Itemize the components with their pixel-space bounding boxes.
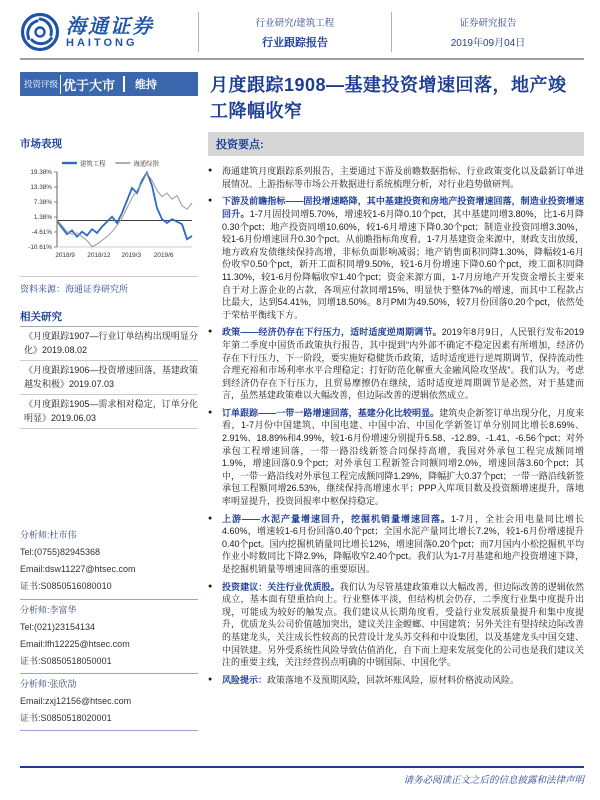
analysts-section — [20, 525, 198, 731]
analyst-cert: 证书:S0850518050001 — [20, 655, 112, 666]
analyst-tel: Tel:(0755)82945368 — [20, 547, 101, 558]
report-label: 证券研究报告 — [459, 18, 517, 29]
report-date: 2019年09月04日 — [450, 38, 526, 49]
analyst-cert: 证书:S0850518020001 — [20, 713, 112, 724]
analyst-block — [20, 674, 198, 731]
related-research-item[interactable]: 《月度跟踪1907—行业订单结构出现明显分化》2019.08.02 — [20, 327, 198, 361]
related-research-item[interactable]: 《月度跟踪1905—需求相对稳定，订单分化明显》2019.06.03 — [20, 395, 198, 429]
bullet-text: 2019年8月9日，人民银行发布2019年第二季度中国货币政策执行报告，其中提到“内外部不确定不稳定因素有所增加，经济仍存在下行压力，下一阶段，要实施好稳健货币政策，适时适度进行逆周期调节，保持流动性合理充裕和市场利率水平合理稳定；打好防范化解重大金融风险攻坚战”。我们认为，考虑到经济仍存在下行压力，且贸易摩擦仍在继续，适时适度逆周期调节是必然，对于基建而言，虽然基建政策难以大幅改善，但边际改善的逻辑依然成立。 — [222, 327, 584, 401]
svg-text:海通综指: 海通综指 — [133, 160, 159, 168]
svg-text:2018/9: 2018/9 — [55, 252, 75, 260]
market-performance-title: 市场表现 — [20, 138, 62, 151]
bullet-text: 我们认为尽管基建政策难以大幅改善，但边际改善的逻辑依然成立，基本面有望重拾向上。行业整体平淡，但结构机会仍存，二季度行业集中度提升出现，可能成为较好的触发点。我们建议从长期角度看，受益行业发展质量提升和集中度提升，优质龙头公司价值越加突出，建议关注金螳螂、中国建筑；另外关注有望持续边际改善的基建龙头，关注成长性较高的民营设计龙头苏交科和中设集团，以及基建龙头中国交建、中国铁建。另外受系统性风险导致估值消化，自下而上迎来发展变化的公司也是我们建议关注的重要主线，关注经营拐点明确的中钢国际、中国化学。 — [222, 581, 584, 668]
bullet-text: 1-7月，全社会用电量同比增长4.60%，增速较1-6月份回落0.40个pct；全国水泥产量同比增长7.2%，较1-6月份增速提升0.40个pct。国内挖掘机销量同比增长12%，增速回落0.20个pct；而7月国内小松挖掘机平均作业小时数同比下降2.9%，降幅收窄2.40个pct。我们认为1-7月基建和地产投资增速下降，是挖掘机销量等增速回落的重要原因。 — [222, 513, 584, 574]
bullet-lead: 上游——水泥产量增速回升，挖掘机销量增速回落。 — [222, 513, 451, 524]
analyst-tel: Tel:(021)23154134 — [20, 621, 96, 632]
industry-category: 行业研究/建筑工程 — [255, 17, 335, 29]
related-research-item[interactable]: 《月度跟踪1906—投资增速回落，基建政策越发积极》2019.07.03 — [20, 361, 198, 395]
svg-text:2019/3: 2019/3 — [121, 252, 142, 260]
report-header — [20, 12, 584, 60]
analyst-cert: 证书:S0850516080010 — [20, 581, 112, 592]
analyst-name: 分析师:李富华 — [20, 604, 77, 615]
chart-source: 资料来源：海通证券研究所 — [20, 284, 129, 295]
title-row — [20, 72, 584, 124]
bullet-text: 政策落地不及预期风险，回款坏账风险，原材料价格波动风险。 — [267, 674, 520, 685]
brand-name-en: HAITONG — [66, 36, 138, 49]
bullet-lead: 投资建议：关注行业优质股。 — [222, 581, 340, 592]
highlight-bullet — [208, 165, 584, 190]
market-performance-chart — [20, 157, 198, 277]
svg-text:7.38%: 7.38% — [33, 199, 52, 207]
sidebar — [20, 132, 198, 731]
analyst-block — [20, 525, 198, 599]
rating-value: 优于大市 — [60, 75, 121, 94]
svg-text:1.38%: 1.38% — [33, 214, 52, 222]
analyst-email: Email:dsw11227@htsec.com — [20, 564, 136, 575]
brand-name-cn: 海通证券 — [66, 13, 154, 38]
rating-status: 维持 — [123, 76, 157, 92]
header-category-column — [198, 12, 392, 52]
analyst-email: Email:lfh12225@htsec.com — [20, 638, 130, 649]
disclaimer-footer: 请务必阅读正文之后的信息披露和法律声明 — [20, 766, 584, 786]
related-research-title: 相关研究 — [20, 309, 198, 327]
analyst-name: 分析师:张欣劼 — [20, 678, 77, 689]
bullet-text: 1-7月固投同增5.70%，增速较1-6月降0.10个pct，其中基建同增3.80%，比1-6月降0.30个pct；地产投资同增10.60%，较1-6月增速下降0.30个pct；制造业投资同增3.30%，较1-6月份增速回升0.30个pct。从前瞻指标角度看，1-7月基建资金来源中，财政支出放缓，地方政府发债继续保持高增，非标负面影响减弱；地产销售面积同降1.30%，降幅较1-6月份收窄0.50个pct，新开工面积同增9.50%，较1-6月份增速下降0.60个pct，竣工面积同降11.30%，较1-6月份降幅收窄1.40个pct；资金来源方面，1-7月房地产开发资金增长主要来自于对上游企业的占款，各项应付款同增15%，明显快于整体7%的增速，而其中工程款占比最大，达到54.41%，同增18.50%。8月PMI为49.50%，较7月份回落0.20个pct，依然处于荣枯平衡线下方。 — [222, 208, 584, 320]
market-chart-svg — [20, 157, 198, 269]
svg-text:19.38%: 19.38% — [30, 169, 52, 177]
bullet-lead: 风险提示： — [222, 674, 268, 685]
svg-text:-10.61%: -10.61% — [28, 244, 52, 252]
rating-label: 投资评级 — [24, 79, 59, 89]
analyst-name: 分析师:杜市伟 — [20, 530, 77, 541]
highlight-bullet — [208, 326, 584, 402]
highlight-bullet — [208, 581, 584, 669]
bullet-text: 海通建筑月度跟踪系列报告，主要通过下游及前瞻数据指标、行业政策变化以及最新订单进展情况、上游指标等市场公开数据进行系统梳理分析，对行业趋势做研判。 — [222, 166, 584, 189]
brand — [20, 12, 198, 52]
haitong-logo-icon — [20, 12, 60, 52]
brand-text — [66, 15, 154, 49]
highlight-bullet — [208, 513, 584, 576]
svg-text:建筑工程: 建筑工程 — [80, 160, 106, 168]
analyst-email: Email:zxj12156@htsec.com — [20, 696, 132, 707]
main-content — [208, 132, 584, 731]
bullet-lead: 订单跟踪——一带一路增速回落，基建分化比较明显。 — [222, 407, 440, 418]
highlight-bullet — [208, 195, 584, 321]
rating-badge — [20, 72, 198, 96]
svg-text:2019/6: 2019/6 — [153, 252, 174, 260]
bullet-text: 建筑央企新签订单出现分化，月度来看，1-7月份中国建筑、中国电建、中国中冶、中国化学新签订单分别同比增长8.69%、2.91%、18.89%和4.99%，较1-6月份增速分别提升5.58、-12.89、-1.41、-6.56个pct；对外承包工程增速回落，一带一路沿线新签合同保持高增，我国对外承包工程完成额同增1.9%，增速回落0.9个pct；对外承包工程新签合同额同增2.0%，增速回落3.60个pct；其中，一带一路沿线对外承包工程完成额同降1.29%，降幅扩大0.37个pct；一带一路沿线新签承包工程额同增26.53%，继续保持高增速水平；PPP入库项目数及投资额增速提升，落地率明显提升，投资回报率中枢保持稳定。 — [222, 407, 584, 507]
analyst-block — [20, 600, 198, 674]
content-columns — [20, 132, 584, 731]
svg-text:13.38%: 13.38% — [30, 184, 52, 192]
svg-text:2018/12: 2018/12 — [87, 252, 111, 260]
investment-highlights-header: 投资要点: — [208, 132, 584, 156]
svg-text:-4.61%: -4.61% — [31, 229, 52, 237]
bullet-lead: 政策——经济仍存在下行压力，适时适度逆周期调节。 — [222, 327, 442, 338]
bullet-lead: 下游及前瞻指标——固投增速略降，其中基建投资和房地产投资增速回落，制造业投资增速回升。 — [222, 196, 584, 219]
highlight-bullet — [208, 674, 584, 687]
report-type: 行业跟踪报告 — [262, 36, 328, 49]
highlights-list — [208, 165, 584, 686]
page-title: 月度跟踪1908—基建投资增速回落，地产竣工降幅收窄 — [210, 75, 567, 122]
highlight-bullet — [208, 407, 584, 508]
header-date-column — [392, 12, 584, 52]
